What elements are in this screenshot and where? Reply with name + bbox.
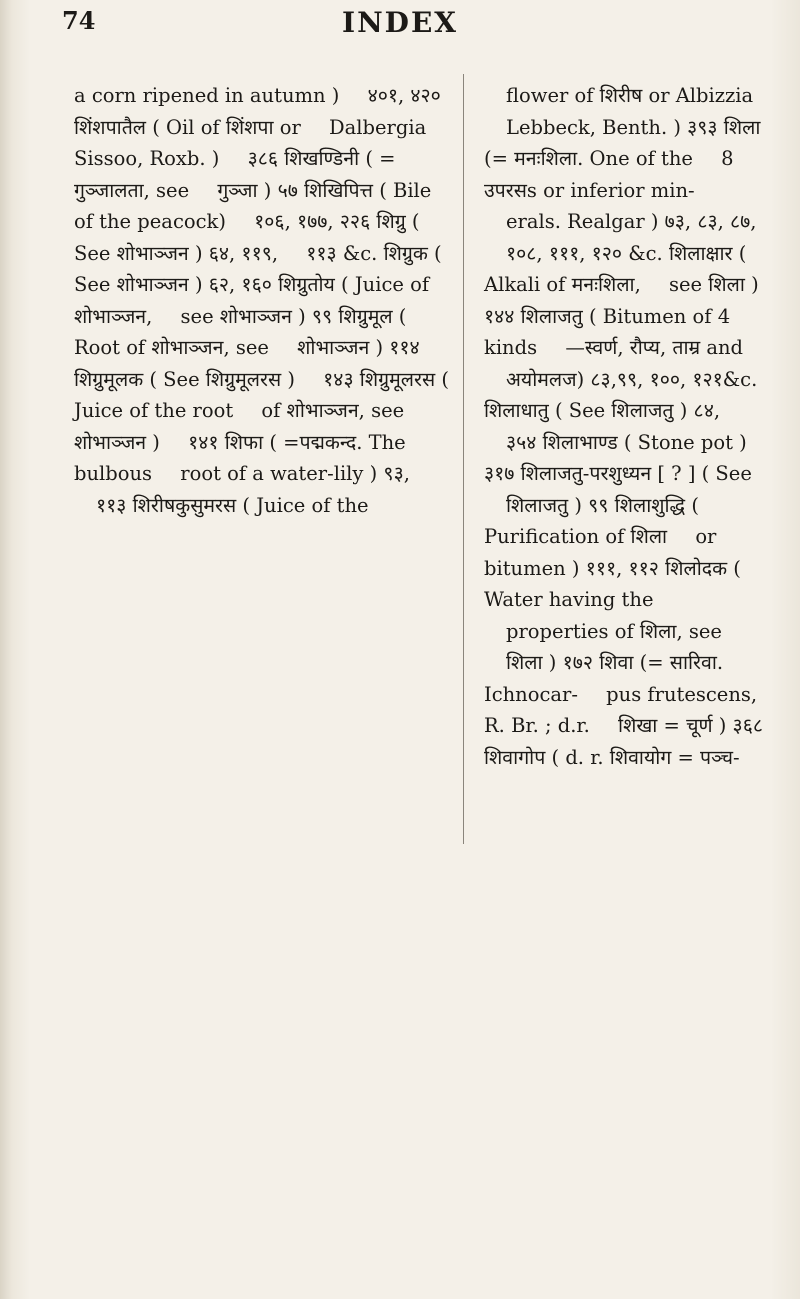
index-line: शिलोदक ( Water having the bbox=[484, 556, 741, 611]
index-line: शिफा ( =पद्मकन्द. The bulbous bbox=[74, 430, 406, 485]
index-line: pus frutescens, R. Br. ; d.r. bbox=[484, 682, 758, 737]
index-line: Lebbeck, Benth. ) ३९३ bbox=[506, 115, 718, 139]
index-line: शिग्रुक ( See शोभाञ्जन ) ६२, १६० bbox=[74, 241, 442, 296]
index-line: शिखिपित्त ( Bile of the peacock) bbox=[74, 178, 432, 233]
index-line: erals. Realgar ) ७३, ८३, ८७, bbox=[506, 210, 757, 233]
index-line: ३५४ bbox=[506, 430, 537, 454]
index-line: शिग्रुमूलक ( See शिग्रुमूलरस ) bbox=[74, 367, 295, 391]
index-line: 8 उपरसs or inferior min- bbox=[484, 147, 734, 202]
index-line: शिला ) १७२ bbox=[506, 651, 594, 674]
index-line: शिग्रु ( See शोभाञ्जन ) ६४, ११९, bbox=[74, 210, 420, 265]
index-line: शिग्रुमूलरस ( Juice of the root bbox=[74, 367, 449, 422]
index-line: ११३ &c. bbox=[306, 241, 378, 265]
index-line: शिवागोप ( d. r. शिवायोग = पञ्च- bbox=[484, 745, 740, 769]
index-line: शिला (= मनःशिला. One of the bbox=[484, 115, 761, 170]
index-line: शिरीषकुसुमरस ( Juice of the bbox=[132, 493, 369, 517]
index-line: शिलाक्षार ( Alkali of मनःशिला, bbox=[484, 241, 747, 296]
index-line: ११३ bbox=[96, 493, 127, 517]
index-line: a corn ripened in autumn ) bbox=[74, 84, 340, 107]
index-line: १४३ bbox=[323, 367, 354, 391]
index-line: properties of शिला, see bbox=[506, 619, 722, 643]
index-line: शिखण्डिनी ( = गुञ्जालता, see bbox=[74, 147, 396, 202]
index-line: अयोमलज) ८३,९९, १००, १२१&c. bbox=[506, 367, 758, 391]
index-line: शिलाधातु ( See शिलाजतु ) ८४, bbox=[484, 399, 721, 422]
running-head-title: INDEX bbox=[341, 6, 459, 39]
index-line: शिलाभाण्ड ( Stone pot ) ३१७ bbox=[484, 430, 747, 485]
index-line: root of a water-lily ) ९३, bbox=[180, 462, 410, 485]
column-divider bbox=[463, 74, 464, 844]
index-line: शिग्रुमूल ( Root of शोभाञ्जन, see bbox=[74, 304, 407, 359]
index-line: Dalbergia Sissoo, Roxb. ) bbox=[74, 115, 427, 170]
index-line: ४०१, ४२० bbox=[367, 84, 441, 107]
index-line: शिंशपातैल ( Oil of शिंशपा or bbox=[74, 115, 301, 139]
right-column bbox=[484, 80, 774, 773]
index-line: १४१ bbox=[188, 430, 219, 454]
index-line: १०८, १११, १२० &c. bbox=[506, 241, 663, 265]
index-line: १०६, १७७, २२६ bbox=[254, 210, 371, 233]
index-line: of शोभाञ्जन, see शोभाञ्जन ) bbox=[74, 399, 405, 454]
index-line: गुञ्जा ) ५७ bbox=[217, 178, 298, 202]
left-column bbox=[74, 80, 452, 521]
index-line: ३८६ bbox=[247, 147, 279, 170]
index-line: शिलाजतु-परशुध्यन [ ? ] ( See bbox=[520, 462, 752, 485]
index-line: शिग्रुतोय ( Juice of शोभाञ्जन, bbox=[74, 273, 430, 328]
index-line: see शोभाञ्जन ) ९९ bbox=[180, 304, 333, 328]
index-line: see शिला ) १४४ bbox=[484, 273, 759, 328]
index-line: शिखा = चूर्ण ) ३६८ bbox=[618, 714, 763, 737]
index-line: शिवा (= सारिवा. Ichnocar- bbox=[484, 651, 724, 706]
index-line: or bitumen ) १११, ११२ bbox=[484, 525, 717, 580]
index-line: शोभाञ्जन ) ११४ bbox=[297, 336, 420, 359]
page-header bbox=[0, 6, 800, 39]
index-line: शिलाशुद्धि ( Purification of शिला bbox=[484, 493, 699, 548]
page-number: 74 bbox=[62, 6, 96, 35]
index-line: शिलाजतु ( Bitumen of 4 kinds bbox=[484, 304, 731, 359]
index-line: शिलाजतु ) ९९ bbox=[506, 493, 609, 517]
index-line: flower of शिरीष or Albizzia bbox=[506, 84, 754, 107]
index-line: —स्वर्ण, रौप्य, ताम्र and bbox=[565, 336, 744, 359]
